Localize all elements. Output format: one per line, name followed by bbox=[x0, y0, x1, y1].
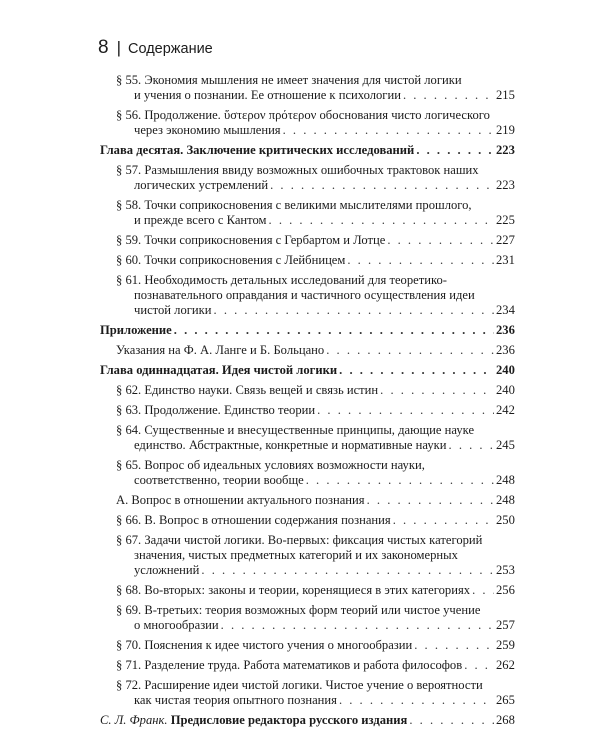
toc-chapter-entry bbox=[0, 363, 600, 378]
toc-entry-text: § 65. Вопрос об идеальных условиях возможности науки, bbox=[116, 458, 425, 472]
toc-page-number: 256 bbox=[496, 583, 515, 597]
toc-section-entry bbox=[0, 108, 600, 138]
toc-entry-text: логических устремлений bbox=[134, 178, 269, 192]
toc-entry-text: познавательного оправдания и частичного осуществления идеи bbox=[134, 288, 475, 302]
toc-page-number: 262 bbox=[496, 658, 515, 672]
toc-page-number: 253 bbox=[496, 563, 515, 577]
toc-page-number: 268 bbox=[496, 713, 515, 727]
dot-leader bbox=[403, 88, 494, 103]
page-number: 8 bbox=[98, 37, 109, 58]
toc-section-entry bbox=[0, 493, 600, 508]
toc-entry-text: § 68. Во-вторых: законы и теории, коренящиеся в этих категориях bbox=[116, 583, 471, 597]
toc-section-entry bbox=[0, 658, 600, 673]
toc-page-number: 259 bbox=[496, 638, 515, 652]
toc-entry-text: Приложение bbox=[100, 323, 172, 337]
toc-entry-text: § 72. Расширение идеи чистой логики. Чистое учение о вероятности bbox=[116, 678, 483, 692]
dot-leader bbox=[269, 213, 494, 228]
toc-page-number: 240 bbox=[496, 383, 515, 397]
toc-section-entry bbox=[0, 678, 600, 708]
toc-chapter-entry bbox=[0, 323, 600, 338]
toc-section-entry bbox=[0, 343, 600, 358]
dot-leader bbox=[416, 143, 494, 158]
dot-leader bbox=[339, 363, 494, 378]
dot-leader bbox=[414, 638, 494, 653]
running-title: Содержание bbox=[128, 41, 213, 57]
dot-leader bbox=[367, 493, 494, 508]
toc-section-entry bbox=[0, 403, 600, 418]
toc-section-entry bbox=[0, 383, 600, 398]
toc-entry-text: § 67. Задачи чистой логики. Во-первых: фиксация чистых категорий bbox=[116, 533, 483, 547]
toc-entry-text: и прежде всего с Кантом bbox=[134, 213, 267, 227]
toc-page-number: 227 bbox=[496, 233, 515, 247]
toc-entry-text: усложнений bbox=[134, 563, 200, 577]
toc-entry-text: § 56. Продолжение. ὕστερον πρότερον обоснования чисто логического bbox=[116, 108, 490, 122]
toc-entry-text: через экономию мышления bbox=[134, 123, 281, 137]
toc-entry-text: Глава одиннадцатая. Идея чистой логики bbox=[100, 363, 338, 377]
toc-section-entry bbox=[0, 423, 600, 453]
toc-page-number: 236 bbox=[496, 323, 515, 337]
toc-section-entry bbox=[0, 253, 600, 268]
toc-section-entry bbox=[0, 163, 600, 193]
toc-page-number: 242 bbox=[496, 403, 515, 417]
toc-page-number: 231 bbox=[496, 253, 515, 267]
header-separator: | bbox=[116, 38, 121, 57]
toc-entry-text: как чистая теория опытного познания bbox=[134, 693, 337, 707]
dot-leader bbox=[449, 438, 494, 453]
dot-leader bbox=[347, 253, 494, 268]
dot-leader bbox=[283, 123, 494, 138]
toc-entry-text: § 61. Необходимость детальных исследований для теоретико- bbox=[116, 273, 447, 287]
dot-leader bbox=[214, 303, 494, 318]
dot-leader bbox=[387, 233, 494, 248]
toc-section-entry bbox=[0, 603, 600, 633]
toc-entry-text: о многообразии bbox=[134, 618, 219, 632]
toc-page-number: 257 bbox=[496, 618, 515, 632]
toc-entry-text: значения, чистых предметных категорий и их закономерных bbox=[134, 548, 458, 562]
toc-entry-text: соответственно, теории вообще bbox=[134, 473, 304, 487]
table-of-contents bbox=[0, 73, 600, 733]
toc-page-number: 223 bbox=[496, 178, 515, 192]
toc-page-number: 215 bbox=[496, 88, 515, 102]
toc-entry-text: § 58. Точки соприкосновения с великими мыслителями прошлого, bbox=[116, 198, 472, 212]
dot-leader bbox=[464, 658, 494, 673]
toc-entry-text: § 63. Продолжение. Единство теории bbox=[116, 403, 316, 417]
toc-section-entry bbox=[0, 73, 600, 103]
dot-leader bbox=[409, 713, 494, 728]
dot-leader bbox=[270, 178, 494, 193]
toc-chapter-entry bbox=[0, 143, 600, 158]
toc-entry-text: единство. Абстрактные, конкретные и нормативные науки bbox=[134, 438, 447, 452]
toc-page-number: 245 bbox=[496, 438, 515, 452]
toc-entry-text: А. Вопрос в отношении актуального познания bbox=[116, 493, 365, 507]
toc-entry-text: § 66. В. Вопрос в отношении содержания познания bbox=[116, 513, 391, 527]
toc-section-entry bbox=[0, 638, 600, 653]
toc-page-number: 225 bbox=[496, 213, 515, 227]
toc-entry-text: § 70. Пояснения к идее чистого учения о многообразии bbox=[116, 638, 413, 652]
dot-leader bbox=[317, 403, 494, 418]
dot-leader bbox=[326, 343, 494, 358]
toc-page-number: 265 bbox=[496, 693, 515, 707]
toc-page-number: 248 bbox=[496, 473, 515, 487]
toc-page-number: 236 bbox=[496, 343, 515, 357]
toc-entry-text: чистой логики bbox=[134, 303, 212, 317]
dot-leader bbox=[380, 383, 494, 398]
dot-leader bbox=[472, 583, 494, 598]
toc-entry-text: § 62. Единство науки. Связь вещей и связь истин bbox=[116, 383, 379, 397]
preface-author: С. Л. Франк. bbox=[100, 713, 168, 727]
dot-leader bbox=[201, 563, 494, 578]
toc-entry-text: Глава десятая. Заключение критических исследований bbox=[100, 143, 415, 157]
dot-leader bbox=[221, 618, 494, 633]
dot-leader bbox=[306, 473, 494, 488]
dot-leader bbox=[393, 513, 494, 528]
toc-section-entry bbox=[0, 458, 600, 488]
toc-entry-text: § 57. Размышления ввиду возможных ошибочных трактовок наших bbox=[116, 163, 479, 177]
toc-entry-text: и учения о познании. Ее отношение к психологии bbox=[134, 88, 401, 102]
toc-section-entry bbox=[0, 233, 600, 248]
toc-entry-text: § 55. Экономия мышления не имеет значения для чистой логики bbox=[116, 73, 462, 87]
toc-page-number: 223 bbox=[496, 143, 515, 157]
dot-leader bbox=[174, 323, 494, 338]
toc-page-number: 219 bbox=[496, 123, 515, 137]
toc-preface-entry bbox=[0, 713, 600, 728]
toc-page-number: 234 bbox=[496, 303, 515, 317]
running-head bbox=[98, 37, 213, 59]
toc-section-entry bbox=[0, 513, 600, 528]
toc-entry-text: § 60. Точки соприкосновения с Лейбницем bbox=[116, 253, 346, 267]
toc-section-entry bbox=[0, 533, 600, 578]
dot-leader bbox=[339, 693, 494, 708]
toc-section-entry bbox=[0, 198, 600, 228]
toc-page-number: 248 bbox=[496, 493, 515, 507]
toc-page-number: 250 bbox=[496, 513, 515, 527]
preface-title: Предисловие редактора русского издания bbox=[170, 713, 408, 727]
toc-section-entry bbox=[0, 583, 600, 598]
toc-entry-text: § 71. Разделение труда. Работа математиков и работа философов bbox=[116, 658, 463, 672]
toc-entry-text: § 69. В-третьих: теория возможных форм теорий или чистое учение bbox=[116, 603, 481, 617]
toc-section-entry bbox=[0, 273, 600, 318]
toc-entry-text: § 59. Точки соприкосновения с Гербартом и Лотце bbox=[116, 233, 386, 247]
toc-page-number: 240 bbox=[496, 363, 515, 377]
toc-entry-text: Указания на Ф. А. Ланге и Б. Больцано bbox=[116, 343, 325, 357]
toc-entry-text: § 64. Существенные и внесущественные принципы, дающие науке bbox=[116, 423, 475, 437]
